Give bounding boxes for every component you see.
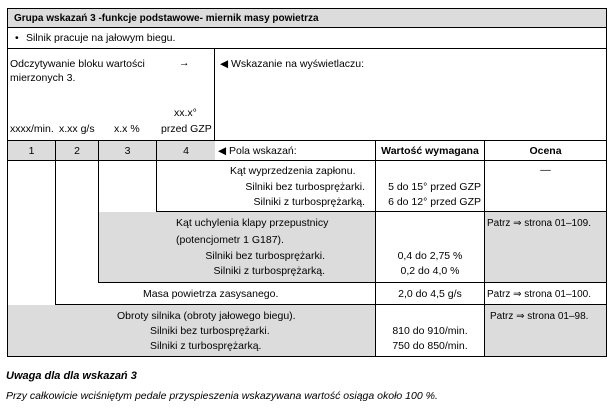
row1-title: Obroty silnika (obroty jałowego biegu). bbox=[117, 310, 296, 322]
leader-2-vertical bbox=[55, 160, 56, 305]
number-row-top bbox=[7, 140, 215, 141]
condition-text: Silnik pracuje na jałowym biegu. bbox=[26, 32, 176, 44]
field-label-1: xxxx/min. bbox=[10, 123, 54, 135]
row4-rating: — bbox=[540, 164, 551, 176]
field-number-3: 3 bbox=[124, 145, 131, 157]
field-label-2: x.xx g/s bbox=[59, 123, 95, 135]
row3-title2: (potencjometr 1 G187). bbox=[176, 234, 284, 246]
fields-column-label: ◀ Pola wskazań: bbox=[218, 145, 297, 157]
row3-sub1: Silniki bez turbosprężarki. bbox=[205, 250, 325, 262]
readout-divider bbox=[214, 48, 215, 140]
readout-line1: Odczytywanie bloku wartości bbox=[10, 58, 145, 70]
rating-header: Ocena bbox=[529, 145, 562, 157]
row2-rating: Patrz ⇒ strona 01–100. bbox=[487, 289, 591, 300]
row1-sub1: Silniki bez turbosprężarki. bbox=[150, 325, 270, 337]
row3-value1: 0,4 do 2,75 % bbox=[397, 250, 463, 262]
field-number-1: 1 bbox=[28, 145, 35, 157]
row4-sub1: Silniki bez turbosprężarki. bbox=[245, 181, 365, 193]
field-number-4: 4 bbox=[183, 145, 189, 157]
number-row-bottom bbox=[7, 160, 215, 161]
row2-title: Masa powietrza zasysanego. bbox=[143, 288, 279, 300]
leader-3-horizontal bbox=[98, 282, 607, 283]
note-text: Przy całkowicie wciśniętym pedale przyspieszenia wskazywana wartość osiąga około 100 %. bbox=[6, 390, 438, 402]
row3-title1: Kąt uchylenia klapy przepustnicy bbox=[176, 217, 329, 229]
header-title: Grupa wskazań 3 -funkcje podstawowe- miernik masy powietrza bbox=[14, 13, 319, 24]
readout-arrow-icon: → bbox=[179, 57, 190, 69]
colhead-top bbox=[214, 140, 607, 141]
field-label-3: x.x % bbox=[114, 123, 140, 135]
row3-rating: Patrz ⇒ strona 01–109. bbox=[487, 218, 591, 229]
display-label: ◀ Wskazanie na wyświetlaczu: bbox=[220, 58, 365, 70]
field-label-4a: xx.x° bbox=[174, 107, 197, 119]
field-number-2: 2 bbox=[74, 145, 80, 157]
row2-value: 2,0 do 4,5 g/s bbox=[398, 288, 462, 300]
row1-rating: Patrz ⇒ strona 01–98. bbox=[490, 311, 589, 322]
colhead-bottom bbox=[214, 160, 607, 161]
row1-value2: 750 do 850/min. bbox=[392, 340, 468, 352]
row4-title: Kąt wyprzedzenia zapłonu. bbox=[230, 165, 356, 177]
readout-line2: mierzonych 3. bbox=[10, 72, 76, 84]
leader-4-vertical bbox=[156, 160, 157, 212]
row3-value2: 0,2 do 4,0 % bbox=[400, 265, 460, 277]
note-heading: Uwaga dla dla wskazań 3 bbox=[6, 370, 137, 382]
row4-sub2: Silniki z turbosprężarką. bbox=[253, 196, 365, 208]
condition-bullet: • bbox=[15, 32, 19, 44]
field-label-4b: przed GZP bbox=[161, 123, 212, 135]
row4-value1: 5 do 15° przed GZP bbox=[388, 181, 481, 193]
row3-sub2: Silniki z turbosprężarką. bbox=[213, 265, 325, 277]
row4-value2: 6 do 12° przed GZP bbox=[388, 196, 481, 208]
row1-sub2: Silniki z turbosprężarką. bbox=[150, 340, 262, 352]
row1-value1: 810 do 910/min. bbox=[392, 325, 468, 337]
required-value-header: Wartość wymagana bbox=[381, 145, 479, 157]
